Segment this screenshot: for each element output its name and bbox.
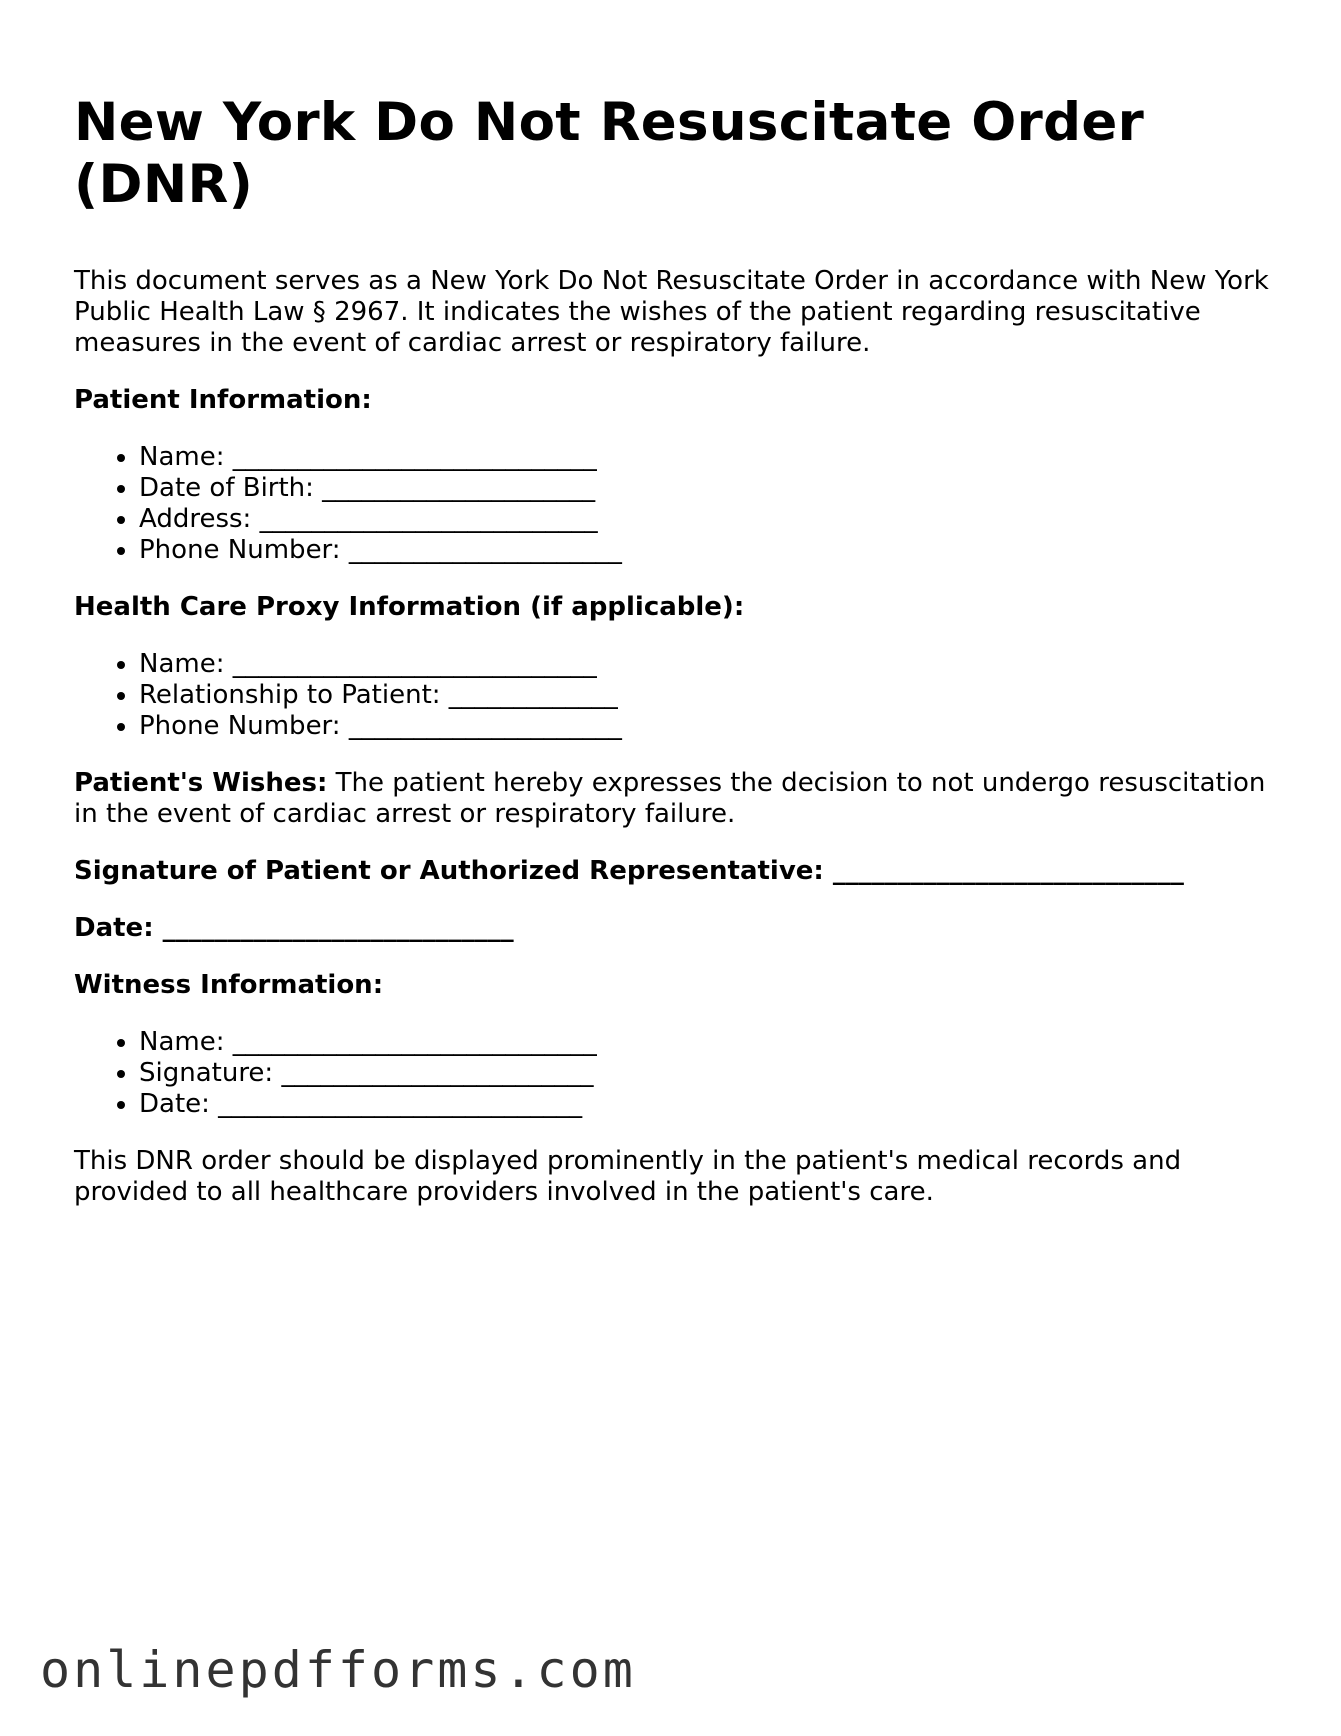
proxy-relationship-field[interactable]: • Relationship to Patient: _____________ <box>139 680 1274 711</box>
proxy-info-heading: Health Care Proxy Information (if applicable): <box>74 592 745 622</box>
signature-field[interactable]: Signature of Patient or Authorized Representative: ___________________________ <box>74 856 1184 886</box>
proxy-phone-field[interactable]: • Phone Number: _____________________ <box>139 711 1274 742</box>
patient-info-heading: Patient Information: <box>74 385 372 415</box>
patient-wishes-label: Patient's Wishes: <box>74 768 328 798</box>
proxy-name-field[interactable]: • Name: ____________________________ <box>139 649 1274 680</box>
patient-address-field[interactable]: • Address: __________________________ <box>139 504 1274 535</box>
closing-paragraph: This DNR order should be displayed prominently in the patient's medical records and provided to all healthcare providers involved in the patient's care. <box>74 1146 1182 1207</box>
witness-name-field[interactable]: • Name: ____________________________ <box>139 1027 1274 1058</box>
patient-info-list <box>74 442 1274 566</box>
page-title: New York Do Not Resuscitate Order (DNR) <box>74 92 1145 215</box>
watermark: onlinepdfforms.com <box>40 1641 636 1699</box>
patient-name-field[interactable]: • Name: ____________________________ <box>139 442 1274 473</box>
patient-phone-field[interactable]: • Phone Number: _____________________ <box>139 535 1274 566</box>
date-field[interactable]: Date: ___________________________ <box>74 913 514 943</box>
intro-paragraph: This document serves as a New York Do Not Resuscitate Order in accordance with New York Public Health Law § 2967. It indicates the wishes of the patient regarding resuscitative measures in the event of cardiac arrest or respiratory failure. <box>74 266 1269 358</box>
witness-info-list <box>74 1027 1274 1120</box>
witness-signature-field[interactable]: • Signature: ________________________ <box>139 1058 1274 1089</box>
witness-info-heading: Witness Information: <box>74 970 384 1000</box>
witness-date-field[interactable]: • Date: ____________________________ <box>139 1089 1274 1120</box>
patient-dob-field[interactable]: • Date of Birth: _____________________ <box>139 473 1274 504</box>
patient-wishes-paragraph <box>74 768 1274 830</box>
patient-wishes-text: The patient hereby expresses the decision to not undergo resuscitation in the event of cardiac arrest or respiratory failure. <box>74 768 1266 829</box>
document-page <box>74 92 1274 1208</box>
proxy-info-list <box>74 649 1274 742</box>
